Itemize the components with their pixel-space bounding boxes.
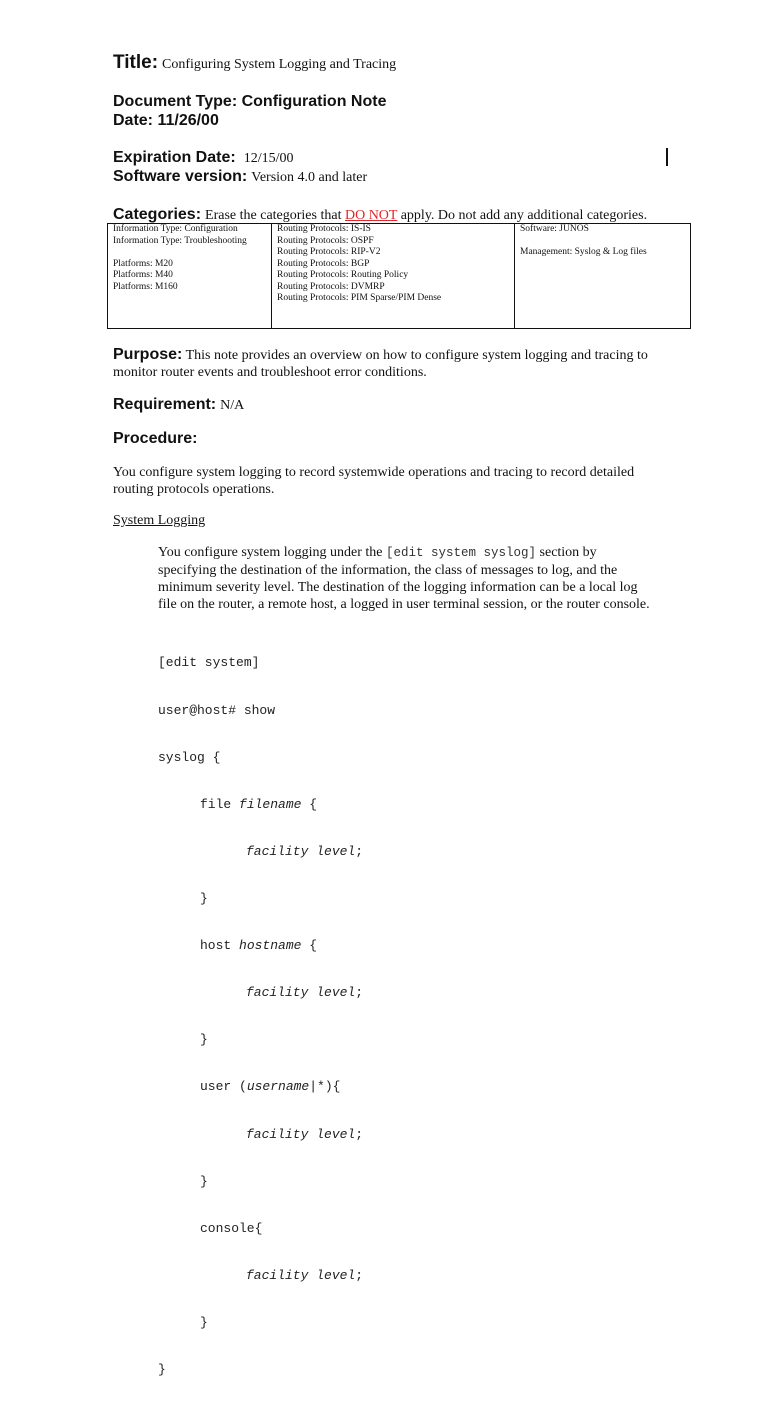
code-line-close: } (200, 1314, 208, 1330)
syslog-code-block (158, 624, 363, 1409)
code-line-file: file filename { (200, 796, 318, 812)
category-item: Platforms: M160 (113, 281, 178, 292)
expiration-value: 12/15/00 (243, 151, 294, 166)
category-item: Routing Protocols: Routing Policy (277, 270, 409, 280)
category-spacer (520, 236, 690, 248)
purpose-text-line1: This note provides an overview on how to configure system logging and tracing to (185, 348, 648, 363)
purpose-text-line2: monitor router events and troubleshoot error conditions. (113, 365, 427, 380)
category-item: Routing Protocols: BGP (277, 258, 370, 269)
category-item: Routing Protocols: OSPF (277, 235, 374, 246)
procedure-text-line2: routing protocols operations. (113, 482, 275, 497)
code-line-host: host hostname { (200, 938, 318, 954)
categories-intro-before: Erase the categories that (205, 208, 345, 223)
categories-label: Categories: (113, 206, 202, 223)
code-line-console: console{ (200, 1220, 263, 1236)
code-line-facility: facility level; (246, 1267, 364, 1283)
code-line: user@host# show (158, 702, 276, 718)
syslog-inline-code: [edit system syslog] (386, 546, 537, 560)
category-item: Information Type: Troubleshooting (113, 235, 247, 246)
categories-col-info-platforms (108, 224, 272, 329)
category-item: Routing Protocols: RIP-V2 (277, 247, 381, 257)
purpose-label: Purpose: (113, 346, 183, 363)
categories-do-not: DO NOT (344, 208, 398, 223)
expiration-label: Expiration Date: (113, 149, 236, 166)
syslog-text-line2: specifying the destination of the information, the class of messages to log, and the (158, 563, 618, 578)
syslog-text-line3: minimum severity level. The destination of the logging information can be a local log (158, 580, 638, 595)
change-bar-mark (666, 148, 668, 166)
category-item: Platforms: M40 (113, 270, 173, 280)
categories-col-routing-protocols (272, 224, 515, 329)
system-logging-heading: System Logging (113, 513, 206, 528)
procedure-text-line1: You configure system logging to record systemwide operations and tracing to record detailed (113, 465, 635, 480)
purpose-section (113, 346, 648, 381)
requirement-line (113, 396, 244, 414)
procedure-heading: Procedure: (113, 430, 198, 447)
requirement-value: N/A (220, 398, 245, 413)
category-item: Routing Protocols: DVMRP (277, 281, 385, 292)
categories-col-software-management (515, 224, 691, 329)
code-line-close: } (200, 890, 208, 906)
requirement-label: Requirement: (113, 396, 217, 413)
document-date: Date: 11/26/00 (113, 112, 219, 129)
syslog-text-line1-before: You configure system logging under the (158, 545, 386, 560)
code-line-facility: facility level; (246, 843, 364, 859)
category-item: Platforms: M20 (113, 258, 173, 269)
categories-intro-after: apply. Do not add any additional categories. (397, 208, 648, 223)
code-line-facility: facility level; (246, 1126, 364, 1142)
document-type: Document Type: Configuration Note (113, 93, 387, 110)
code-line: syslog { (158, 749, 221, 765)
category-spacer (113, 247, 271, 259)
title-line (113, 52, 396, 74)
category-item: Software: JUNOS (520, 224, 589, 234)
category-item: Routing Protocols: IS-IS (277, 224, 371, 234)
title-value: Configuring System Logging and Tracing (162, 57, 397, 72)
procedure-intro (113, 464, 634, 498)
category-item: Information Type: Configuration (113, 224, 238, 234)
syslog-text-line4: file on the router, a remote host, a logged in user terminal session, or the router console. (158, 597, 650, 612)
software-version-value: Version 4.0 and later (251, 170, 368, 185)
categories-line (113, 206, 647, 224)
code-line-facility: facility level; (246, 985, 364, 1001)
code-line-close: } (200, 1173, 208, 1189)
expiration-line (113, 149, 293, 167)
software-version-label: Software version: (113, 168, 248, 185)
category-item: Management: Syslog & Log files (520, 247, 647, 257)
syslog-text-line1-after: section by (536, 545, 597, 560)
software-version-line (113, 168, 367, 186)
system-logging-paragraph (158, 544, 650, 613)
code-line: [edit system] (158, 655, 260, 671)
categories-table (107, 223, 691, 329)
code-line-final-close: } (158, 1362, 166, 1378)
code-line-close: } (200, 1032, 208, 1048)
title-label: Title: (113, 52, 159, 73)
code-line-user: user (username|*){ (200, 1079, 341, 1095)
category-item: Routing Protocols: PIM Sparse/PIM Dense (277, 293, 442, 303)
